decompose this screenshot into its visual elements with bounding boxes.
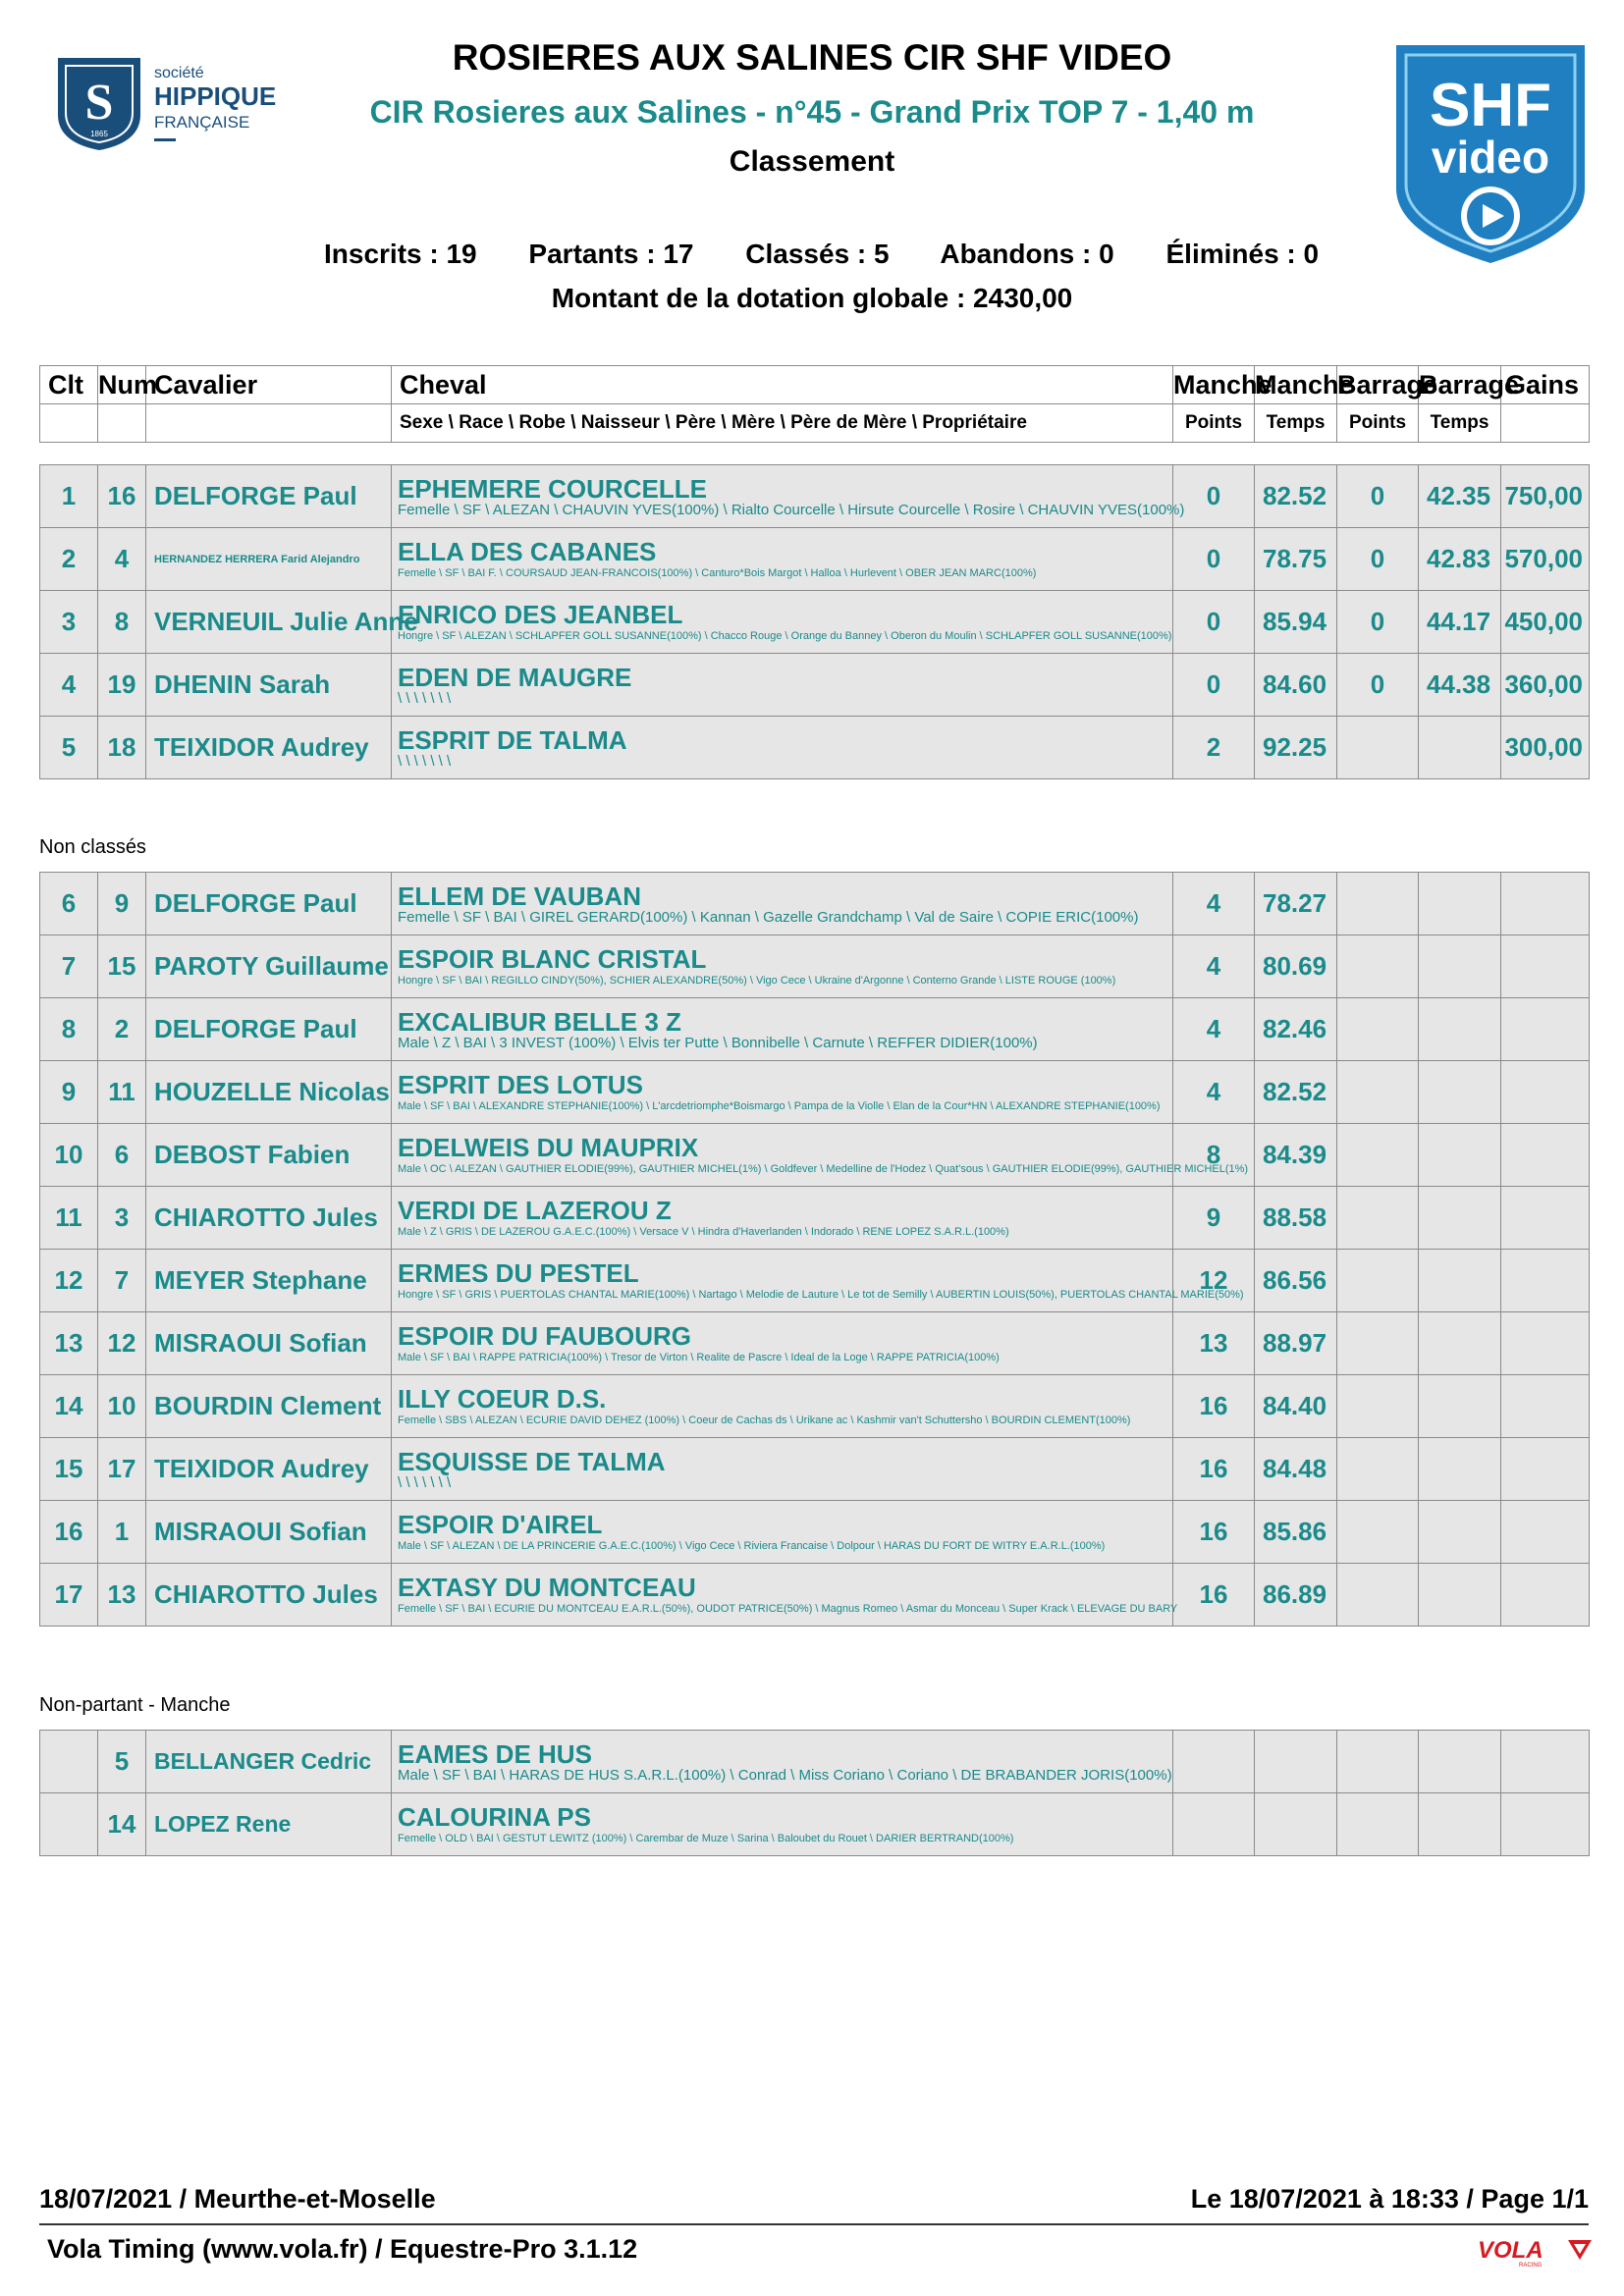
svg-text:1865: 1865 bbox=[90, 130, 108, 138]
rider-name: BELLANGER Cedric bbox=[146, 1731, 392, 1793]
bib-number: 2 bbox=[98, 998, 146, 1061]
table-row bbox=[40, 1793, 1590, 1856]
prize-money: 360,00 bbox=[1501, 654, 1590, 717]
col-manche-temps: Manche bbox=[1255, 366, 1337, 404]
horse-cell bbox=[392, 873, 1173, 935]
stats-line bbox=[324, 239, 1363, 270]
horse-name: EXTASY DU MONTCEAU bbox=[398, 1572, 696, 1602]
jumpoff-time bbox=[1419, 1501, 1501, 1564]
rider-name: LOPEZ Rene bbox=[146, 1793, 392, 1856]
svg-text:société: société bbox=[154, 65, 204, 81]
round-time bbox=[1255, 1793, 1337, 1856]
bib-number: 4 bbox=[98, 528, 146, 591]
svg-text:SHF: SHF bbox=[1430, 72, 1551, 139]
rank: 9 bbox=[40, 1061, 98, 1124]
horse-name: ELLEM DE VAUBAN bbox=[398, 881, 641, 911]
horse-details: Male \ SF \ ALEZAN \ DE LA PRINCERIE G.A.E.C.(100%) \ Vigo Cece \ Riviera Francaise \ Dolpour \ HARAS DU FORT DE WITRY E.A.R.L.(100%) bbox=[398, 1539, 1106, 1552]
jumpoff-points: 0 bbox=[1337, 528, 1419, 591]
svg-text:RACING: RACING bbox=[1519, 2263, 1543, 2269]
horse-details: \ \ \ \ \ \ \ bbox=[398, 1473, 452, 1491]
results-non-classes bbox=[39, 872, 1590, 1627]
horse-name: ESQUISSE DE TALMA bbox=[398, 1446, 666, 1476]
jumpoff-points: 0 bbox=[1337, 465, 1419, 528]
results-non-partants bbox=[39, 1730, 1590, 1856]
table-row bbox=[40, 1375, 1590, 1438]
jumpoff-points bbox=[1337, 717, 1419, 779]
round-time bbox=[1255, 1731, 1337, 1793]
jumpoff-time bbox=[1419, 873, 1501, 935]
horse-cell bbox=[392, 1731, 1173, 1793]
horse-cell bbox=[392, 1564, 1178, 1627]
horse-details: Male \ OC \ ALEZAN \ GAUTHIER ELODIE(99%), GAUTHIER MICHEL(1%) \ Goldfever \ Medelline de l'Hodez \ Quat'sous \ GAUTHIER ELODIE(99%), GAUTHIER MICHEL(1%) bbox=[398, 1162, 1249, 1175]
bib-number: 15 bbox=[98, 935, 146, 998]
bib-number: 9 bbox=[98, 873, 146, 935]
jumpoff-points: 0 bbox=[1337, 654, 1419, 717]
horse-details: Femelle \ SF \ BAI \ ECURIE DU MONTCEAU E.A.R.L.(50%), OUDOT PATRICE(50%) \ Magnus Romeo \ Asmar du Monceau \ Super Krack \ ELEVAGE DU BARY bbox=[398, 1602, 1178, 1615]
horse-cell bbox=[392, 1501, 1173, 1564]
prize-money: 450,00 bbox=[1501, 591, 1590, 654]
horse-name: EDEN DE MAUGRE bbox=[398, 662, 632, 692]
horse-name: ENRICO DES JEANBEL bbox=[398, 599, 683, 629]
prize-money bbox=[1501, 1124, 1590, 1187]
jumpoff-time bbox=[1419, 1250, 1501, 1312]
page-title: ROSIERES AUX SALINES CIR SHF VIDEO bbox=[452, 37, 1172, 78]
bib-number: 6 bbox=[98, 1124, 146, 1187]
bib-number: 18 bbox=[98, 717, 146, 779]
stat-inscrits: Inscrits : 19 bbox=[324, 239, 477, 269]
horse-name: EAMES DE HUS bbox=[398, 1738, 592, 1769]
horse-cell bbox=[392, 1187, 1173, 1250]
round-points bbox=[1173, 1731, 1255, 1793]
bib-number: 3 bbox=[98, 1187, 146, 1250]
horse-details: Hongre \ SF \ BAI \ REGILLO CINDY(50%), SCHIER ALEXANDRE(50%) \ Vigo Cece \ Ukraine d'Argonne \ Conterno Grande \ LISTE ROUGE (100%) bbox=[398, 974, 1116, 987]
rank: 16 bbox=[40, 1501, 98, 1564]
non-classes-label: Non classés bbox=[39, 836, 146, 858]
rider-name: DELFORGE Paul bbox=[146, 873, 392, 935]
jumpoff-time bbox=[1419, 1124, 1501, 1187]
svg-text:VOLA: VOLA bbox=[1478, 2237, 1543, 2264]
jumpoff-points bbox=[1337, 873, 1419, 935]
rider-name: MISRAOUI Sofian bbox=[146, 1501, 392, 1564]
vola-logo bbox=[1478, 2236, 1594, 2268]
bib-number: 17 bbox=[98, 1438, 146, 1501]
horse-name: EXCALIBUR BELLE 3 Z bbox=[398, 1006, 681, 1037]
table-row bbox=[40, 1312, 1590, 1375]
jumpoff-time bbox=[1419, 1187, 1501, 1250]
dotation-total: Montant de la dotation globale : 2430,00 bbox=[551, 283, 1073, 313]
col-manche-points: Manche bbox=[1173, 366, 1255, 404]
rank: 10 bbox=[40, 1124, 98, 1187]
rider-name: DHENIN Sarah bbox=[146, 654, 392, 717]
bib-number: 5 bbox=[98, 1731, 146, 1793]
prize-money bbox=[1501, 1061, 1590, 1124]
col-clt: Clt bbox=[40, 366, 98, 404]
svg-text:FRANÇAISE: FRANÇAISE bbox=[154, 113, 250, 132]
rider-name: TEIXIDOR Audrey bbox=[146, 717, 392, 779]
svg-text:video: video bbox=[1431, 132, 1550, 183]
table-row bbox=[40, 1731, 1590, 1793]
round-time: 78.27 bbox=[1255, 873, 1337, 935]
table-row bbox=[40, 873, 1590, 935]
prize-money: 750,00 bbox=[1501, 465, 1590, 528]
round-time: 84.39 bbox=[1255, 1124, 1337, 1187]
rank: 8 bbox=[40, 998, 98, 1061]
jumpoff-points bbox=[1337, 1375, 1419, 1438]
jumpoff-points: 0 bbox=[1337, 591, 1419, 654]
footer-divider bbox=[39, 2223, 1589, 2225]
results-classes bbox=[39, 464, 1590, 779]
rank: 7 bbox=[40, 935, 98, 998]
col-temps: Temps bbox=[1255, 404, 1337, 443]
round-time: 82.46 bbox=[1255, 998, 1337, 1061]
rank: 11 bbox=[40, 1187, 98, 1250]
horse-cell bbox=[392, 998, 1173, 1061]
col-barrage-points: Barrage bbox=[1337, 366, 1419, 404]
results-header bbox=[39, 365, 1590, 443]
round-time: 78.75 bbox=[1255, 528, 1337, 591]
horse-name: CALOURINA PS bbox=[398, 1801, 591, 1832]
rider-name: MEYER Stephane bbox=[146, 1250, 392, 1312]
horse-details: Hongre \ SF \ ALEZAN \ SCHLAPFER GOLL SUSANNE(100%) \ Chacco Rouge \ Orange du Banney \ Oberon du Moulin \ SCHLAPFER GOLL SUSANNE(100%) bbox=[398, 629, 1172, 642]
round-points: 16 bbox=[1173, 1438, 1255, 1501]
horse-cell bbox=[392, 1375, 1173, 1438]
stat-partants: Partants : 17 bbox=[528, 239, 694, 269]
prize-money bbox=[1501, 998, 1590, 1061]
jumpoff-points bbox=[1337, 1501, 1419, 1564]
horse-cell bbox=[392, 1438, 1173, 1501]
rank: 13 bbox=[40, 1312, 98, 1375]
round-points: 4 bbox=[1173, 998, 1255, 1061]
rank: 3 bbox=[40, 591, 98, 654]
jumpoff-points bbox=[1337, 1250, 1419, 1312]
horse-details: Male \ SF \ BAI \ HARAS DE HUS S.A.R.L.(100%) \ Conrad \ Miss Coriano \ Coriano \ DE BRABANDER JORIS(100%) bbox=[398, 1766, 1172, 1784]
prize-money: 570,00 bbox=[1501, 528, 1590, 591]
rider-name: MISRAOUI Sofian bbox=[146, 1312, 392, 1375]
jumpoff-time: 44.38 bbox=[1419, 654, 1501, 717]
horse-name: ESPOIR D'AIREL bbox=[398, 1509, 603, 1539]
table-row bbox=[40, 1250, 1590, 1312]
round-points: 4 bbox=[1173, 935, 1255, 998]
rank: 4 bbox=[40, 654, 98, 717]
prize-money bbox=[1501, 1250, 1590, 1312]
footer-date: 18/07/2021 / Meurthe-et-Moselle bbox=[39, 2184, 436, 2214]
round-points: 4 bbox=[1173, 1061, 1255, 1124]
stat-elimines: Éliminés : 0 bbox=[1165, 239, 1320, 269]
horse-details: Femelle \ SBS \ ALEZAN \ ECURIE DAVID DEHEZ (100%) \ Coeur de Cachas ds \ Urikane ac \ Kashmir van't Schuttersho \ BOURDIN CLEMENT(100%) bbox=[398, 1414, 1131, 1426]
rider-name: PAROTY Guillaume bbox=[146, 935, 392, 998]
bib-number: 1 bbox=[98, 1501, 146, 1564]
rank bbox=[40, 1731, 98, 1793]
table-row bbox=[40, 1187, 1590, 1250]
horse-details: Male \ Z \ BAI \ 3 INVEST (100%) \ Elvis ter Putte \ Bonnibelle \ Carnute \ REFFER DIDIER(100%) bbox=[398, 1034, 1038, 1051]
table-row bbox=[40, 528, 1590, 591]
prize-money bbox=[1501, 1564, 1590, 1627]
round-time: 82.52 bbox=[1255, 465, 1337, 528]
rider-name: BOURDIN Clement bbox=[146, 1375, 392, 1438]
jumpoff-points bbox=[1337, 935, 1419, 998]
prize-money bbox=[1501, 1312, 1590, 1375]
bib-number: 7 bbox=[98, 1250, 146, 1312]
prize-money bbox=[1501, 1731, 1590, 1793]
bib-number: 10 bbox=[98, 1375, 146, 1438]
horse-name: EDELWEIS DU MAUPRIX bbox=[398, 1132, 699, 1162]
horse-name: ESPOIR DU FAUBOURG bbox=[398, 1320, 692, 1351]
event-subtitle: CIR Rosieres aux Salines - n°45 - Grand Prix TOP 7 - 1,40 m bbox=[369, 94, 1255, 130]
footer-printed: Le 18/07/2021 à 18:33 / Page 1/1 bbox=[1190, 2184, 1589, 2214]
round-time: 85.94 bbox=[1255, 591, 1337, 654]
bib-number: 16 bbox=[98, 465, 146, 528]
col-cheval: Cheval bbox=[392, 366, 1173, 404]
round-points: 4 bbox=[1173, 873, 1255, 935]
rank: 17 bbox=[40, 1564, 98, 1627]
col-points-barrage: Points bbox=[1337, 404, 1419, 443]
prize-money bbox=[1501, 1501, 1590, 1564]
rank: 5 bbox=[40, 717, 98, 779]
horse-cell bbox=[392, 1312, 1173, 1375]
horse-cell bbox=[392, 935, 1173, 998]
table-row bbox=[40, 1501, 1590, 1564]
horse-details: Hongre \ SF \ GRIS \ PUERTOLAS CHANTAL MARIE(100%) \ Nartago \ Melodie de Lauture \ Le tot de Semilly \ AUBERTIN LOUIS(50%), PUERTOLAS CHANTAL MARIE(50%) bbox=[398, 1288, 1244, 1301]
round-time: 84.48 bbox=[1255, 1438, 1337, 1501]
col-barrage-temps: Barrage bbox=[1419, 366, 1501, 404]
round-time: 92.25 bbox=[1255, 717, 1337, 779]
bib-number: 8 bbox=[98, 591, 146, 654]
stat-abandons: Abandons : 0 bbox=[940, 239, 1114, 269]
round-time: 86.89 bbox=[1255, 1564, 1337, 1627]
round-points: 16 bbox=[1173, 1501, 1255, 1564]
table-row bbox=[40, 1564, 1590, 1627]
table-row bbox=[40, 1438, 1590, 1501]
round-time: 88.58 bbox=[1255, 1187, 1337, 1250]
footer-software: Vola Timing (www.vola.fr) / Equestre-Pro 3.1.12 bbox=[47, 2234, 638, 2264]
table-row bbox=[40, 935, 1590, 998]
prize-money bbox=[1501, 1375, 1590, 1438]
table-row bbox=[40, 1061, 1590, 1124]
table-row bbox=[40, 998, 1590, 1061]
horse-cell bbox=[392, 717, 1173, 779]
table-row bbox=[40, 465, 1590, 528]
jumpoff-time bbox=[1419, 1312, 1501, 1375]
rider-name: DELFORGE Paul bbox=[146, 465, 392, 528]
horse-name: ELLA DES CABANES bbox=[398, 536, 657, 566]
col-cavalier: Cavalier bbox=[146, 366, 392, 404]
jumpoff-points bbox=[1337, 1731, 1419, 1793]
round-time: 85.86 bbox=[1255, 1501, 1337, 1564]
jumpoff-time: 42.83 bbox=[1419, 528, 1501, 591]
horse-cell bbox=[392, 591, 1173, 654]
col-temps-barrage: Temps bbox=[1419, 404, 1501, 443]
round-points: 0 bbox=[1173, 654, 1255, 717]
rider-name: TEIXIDOR Audrey bbox=[146, 1438, 392, 1501]
horse-details: \ \ \ \ \ \ \ bbox=[398, 689, 452, 707]
horse-details: Femelle \ SF \ BAI F. \ COURSAUD JEAN-FRANCOIS(100%) \ Canturo*Bois Margot \ Halloa \ Hurlevent \ OBER JEAN MARC(100%) bbox=[398, 566, 1037, 579]
rank: 14 bbox=[40, 1375, 98, 1438]
rider-name: HERNANDEZ HERRERA Farid Alejandro bbox=[146, 528, 392, 591]
rider-name: CHIAROTTO Jules bbox=[146, 1187, 392, 1250]
round-points: 2 bbox=[1173, 717, 1255, 779]
rank: 2 bbox=[40, 528, 98, 591]
round-points: 0 bbox=[1173, 465, 1255, 528]
horse-details: Femelle \ SF \ BAI \ GIREL GERARD(100%) \ Kannan \ Gazelle Grandchamp \ Val de Saire \ COPIE ERIC(100%) bbox=[398, 908, 1139, 926]
horse-cell bbox=[392, 528, 1173, 591]
svg-text:HIPPIQUE: HIPPIQUE bbox=[154, 81, 277, 111]
rank: 6 bbox=[40, 873, 98, 935]
round-time: 82.52 bbox=[1255, 1061, 1337, 1124]
jumpoff-time: 42.35 bbox=[1419, 465, 1501, 528]
round-points: 16 bbox=[1173, 1375, 1255, 1438]
col-cheval-details: Sexe \ Race \ Robe \ Naisseur \ Père \ Mère \ Père de Mère \ Propriétaire bbox=[392, 404, 1173, 443]
round-points: 12 bbox=[1173, 1250, 1255, 1312]
horse-name: ERMES DU PESTEL bbox=[398, 1257, 639, 1288]
table-row bbox=[40, 1124, 1590, 1187]
rank bbox=[40, 1793, 98, 1856]
horse-name: ESPRIT DE TALMA bbox=[398, 724, 627, 755]
jumpoff-points bbox=[1337, 1124, 1419, 1187]
jumpoff-time bbox=[1419, 1438, 1501, 1501]
horse-name: EPHEMERE COURCELLE bbox=[398, 473, 707, 504]
svg-text:S: S bbox=[84, 75, 114, 131]
jumpoff-time bbox=[1419, 1564, 1501, 1627]
round-points: 8 bbox=[1173, 1124, 1255, 1187]
bib-number: 14 bbox=[98, 1793, 146, 1856]
horse-cell bbox=[392, 654, 1173, 717]
prize-money bbox=[1501, 935, 1590, 998]
bib-number: 12 bbox=[98, 1312, 146, 1375]
rank: 12 bbox=[40, 1250, 98, 1312]
table-row bbox=[40, 654, 1590, 717]
prize-money bbox=[1501, 1438, 1590, 1501]
horse-details: Male \ Z \ GRIS \ DE LAZEROU G.A.E.C.(100%) \ Versace V \ Hindra d'Haverlanden \ Indorado \ RENE LOPEZ S.A.R.L.(100%) bbox=[398, 1225, 1009, 1238]
rider-name: DELFORGE Paul bbox=[146, 998, 392, 1061]
bib-number: 13 bbox=[98, 1564, 146, 1627]
round-points bbox=[1173, 1793, 1255, 1856]
horse-details: Male \ SF \ BAI \ ALEXANDRE STEPHANIE(100%) \ L'arcdetriomphe*Boismargo \ Pampa de la Violle \ Elan de la Cour*HN \ ALEXANDRE STEPHANIE(100%) bbox=[398, 1099, 1161, 1112]
jumpoff-time bbox=[1419, 1061, 1501, 1124]
horse-cell bbox=[392, 1124, 1249, 1187]
horse-cell bbox=[392, 1793, 1173, 1856]
jumpoff-points bbox=[1337, 1564, 1419, 1627]
rider-name: DEBOST Fabien bbox=[146, 1124, 392, 1187]
col-points: Points bbox=[1173, 404, 1255, 443]
jumpoff-time bbox=[1419, 717, 1501, 779]
round-time: 84.40 bbox=[1255, 1375, 1337, 1438]
jumpoff-time bbox=[1419, 998, 1501, 1061]
jumpoff-time bbox=[1419, 935, 1501, 998]
jumpoff-points bbox=[1337, 1312, 1419, 1375]
non-partant-label: Non-partant - Manche bbox=[39, 1694, 231, 1716]
round-time: 80.69 bbox=[1255, 935, 1337, 998]
round-points: 9 bbox=[1173, 1187, 1255, 1250]
round-time: 84.60 bbox=[1255, 654, 1337, 717]
round-points: 0 bbox=[1173, 528, 1255, 591]
jumpoff-points bbox=[1337, 1438, 1419, 1501]
table-row bbox=[40, 717, 1590, 779]
table-row bbox=[40, 591, 1590, 654]
col-gains: Gains bbox=[1501, 366, 1590, 404]
round-time: 86.56 bbox=[1255, 1250, 1337, 1312]
horse-name: VERDI DE LAZEROU Z bbox=[398, 1195, 672, 1225]
prize-money bbox=[1501, 1187, 1590, 1250]
jumpoff-points bbox=[1337, 998, 1419, 1061]
round-time: 88.97 bbox=[1255, 1312, 1337, 1375]
horse-details: Male \ SF \ BAI \ RAPPE PATRICIA(100%) \ Tresor de Virton \ Realite de Pascre \ Ideal de la Loge \ RAPPE PATRICIA(100%) bbox=[398, 1351, 1000, 1363]
rider-name: CHIAROTTO Jules bbox=[146, 1564, 392, 1627]
round-points: 0 bbox=[1173, 591, 1255, 654]
section-heading: Classement bbox=[729, 145, 895, 178]
jumpoff-points bbox=[1337, 1793, 1419, 1856]
rank: 15 bbox=[40, 1438, 98, 1501]
rider-name: HOUZELLE Nicolas bbox=[146, 1061, 392, 1124]
jumpoff-time: 44.17 bbox=[1419, 591, 1501, 654]
jumpoff-time bbox=[1419, 1793, 1501, 1856]
bib-number: 11 bbox=[98, 1061, 146, 1124]
horse-cell bbox=[392, 1061, 1173, 1124]
horse-details: Femelle \ SF \ ALEZAN \ CHAUVIN YVES(100%) \ Rialto Courcelle \ Hirsute Courcelle \ Rosire \ CHAUVIN YVES(100%) bbox=[398, 501, 1185, 518]
bib-number: 19 bbox=[98, 654, 146, 717]
jumpoff-points bbox=[1337, 1061, 1419, 1124]
jumpoff-time bbox=[1419, 1731, 1501, 1793]
round-points: 13 bbox=[1173, 1312, 1255, 1375]
rank: 1 bbox=[40, 465, 98, 528]
horse-cell bbox=[392, 465, 1185, 528]
horse-name: ESPRIT DES LOTUS bbox=[398, 1069, 643, 1099]
jumpoff-time bbox=[1419, 1375, 1501, 1438]
stat-classes: Classés : 5 bbox=[745, 239, 890, 269]
jumpoff-points bbox=[1337, 1187, 1419, 1250]
horse-details: \ \ \ \ \ \ \ bbox=[398, 752, 452, 770]
prize-money bbox=[1501, 873, 1590, 935]
round-points: 16 bbox=[1173, 1564, 1255, 1627]
prize-money bbox=[1501, 1793, 1590, 1856]
rider-name: VERNEUIL Julie Anne bbox=[146, 591, 392, 654]
prize-money: 300,00 bbox=[1501, 717, 1590, 779]
horse-name: ILLY COEUR D.S. bbox=[398, 1383, 607, 1414]
horse-details: Femelle \ OLD \ BAI \ GESTUT LEWITZ (100%) \ Carembar de Muze \ Sarina \ Baloubet du Rouet \ DARIER BERTRAND(100%) bbox=[398, 1832, 1014, 1844]
col-num: Num bbox=[98, 366, 146, 404]
horse-name: ESPOIR BLANC CRISTAL bbox=[398, 943, 707, 974]
